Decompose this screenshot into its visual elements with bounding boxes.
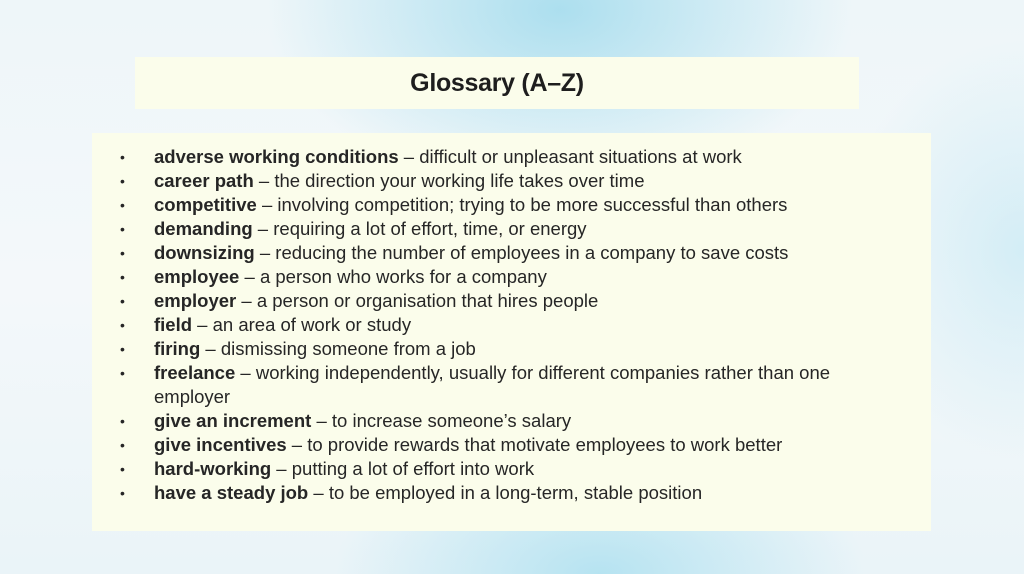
glossary-term: field — [154, 314, 193, 335]
glossary-definition: reducing the number of employees in a company to save costs — [275, 242, 789, 263]
glossary-definition: working independently, usually for different companies rather than one employer — [154, 362, 831, 407]
list-item — [92, 241, 907, 265]
bullet-icon: • — [120, 173, 125, 189]
list-item — [92, 361, 907, 409]
list-item — [92, 169, 907, 193]
bullet-icon: • — [120, 317, 125, 333]
glossary-definition: a person who works for a company — [259, 266, 547, 287]
list-item — [92, 433, 907, 457]
bullet-icon: • — [120, 485, 125, 501]
glossary-term: employer — [154, 290, 237, 311]
bullet-icon: • — [120, 149, 125, 165]
bullet-icon: • — [120, 269, 125, 285]
glossary-term: firing — [154, 338, 201, 359]
term-separator: – — [192, 314, 213, 335]
glossary-term: give an increment — [154, 410, 312, 431]
glossary-definition: an area of work or study — [212, 314, 412, 335]
glossary-term: have a steady job — [154, 482, 309, 503]
page-title: Glossary (A–Z) — [410, 68, 584, 97]
bullet-icon: • — [120, 365, 125, 381]
glossary-definition: to provide rewards that motivate employees to work better — [307, 434, 783, 455]
term-separator: – — [235, 362, 256, 383]
term-separator: – — [200, 338, 221, 359]
term-separator: – — [311, 410, 332, 431]
glossary-term: downsizing — [154, 242, 255, 263]
glossary-definition: to increase someone’s salary — [331, 410, 572, 431]
glossary-definition: dismissing someone from a job — [220, 338, 476, 359]
glossary-definition: requiring a lot of effort, time, or energy — [273, 218, 587, 239]
glossary-definition: the direction your working life takes over time — [274, 170, 645, 191]
term-separator: – — [286, 434, 308, 455]
glossary-term: demanding — [154, 218, 253, 239]
term-separator: – — [308, 482, 329, 503]
glossary-term: career path — [154, 170, 254, 191]
list-item — [92, 265, 907, 289]
bullet-icon: • — [120, 293, 125, 309]
term-separator: – — [256, 194, 278, 215]
glossary-definition: difficult or unpleasant situations at work — [419, 146, 742, 167]
list-item — [92, 337, 907, 361]
list-item — [92, 481, 907, 505]
bullet-icon: • — [120, 437, 125, 453]
glossary-term: competitive — [154, 194, 257, 215]
term-separator: – — [239, 266, 260, 287]
list-item — [92, 193, 907, 217]
term-separator: – — [254, 242, 276, 263]
glossary-term: employee — [154, 266, 240, 287]
bullet-icon: • — [120, 341, 125, 357]
glossary-definition: putting a lot of effort into work — [291, 458, 535, 479]
list-item — [92, 145, 907, 169]
glossary-term: hard-working — [154, 458, 272, 479]
glossary-definition: a person or organisation that hires people — [256, 290, 599, 311]
bullet-icon: • — [120, 461, 125, 477]
list-item — [92, 409, 907, 433]
bullet-icon: • — [120, 197, 125, 213]
term-separator: – — [271, 458, 292, 479]
bullet-icon: • — [120, 413, 125, 429]
term-separator: – — [253, 170, 275, 191]
list-item — [92, 289, 907, 313]
term-separator: – — [398, 146, 420, 167]
list-item — [92, 313, 907, 337]
glossary-list — [92, 133, 931, 505]
glossary-definition: involving competition; trying to be more successful than others — [277, 194, 788, 215]
term-separator: – — [252, 218, 274, 239]
bullet-icon: • — [120, 245, 125, 261]
glossary-term: give incentives — [154, 434, 287, 455]
bullet-icon: • — [120, 221, 125, 237]
glossary-definition: to be employed in a long-term, stable position — [328, 482, 703, 503]
list-item — [92, 457, 907, 481]
glossary-panel — [92, 133, 931, 531]
glossary-term: adverse working conditions — [154, 146, 399, 167]
title-banner — [135, 57, 859, 109]
glossary-term: freelance — [154, 362, 236, 383]
list-item — [92, 217, 907, 241]
term-separator: – — [236, 290, 257, 311]
